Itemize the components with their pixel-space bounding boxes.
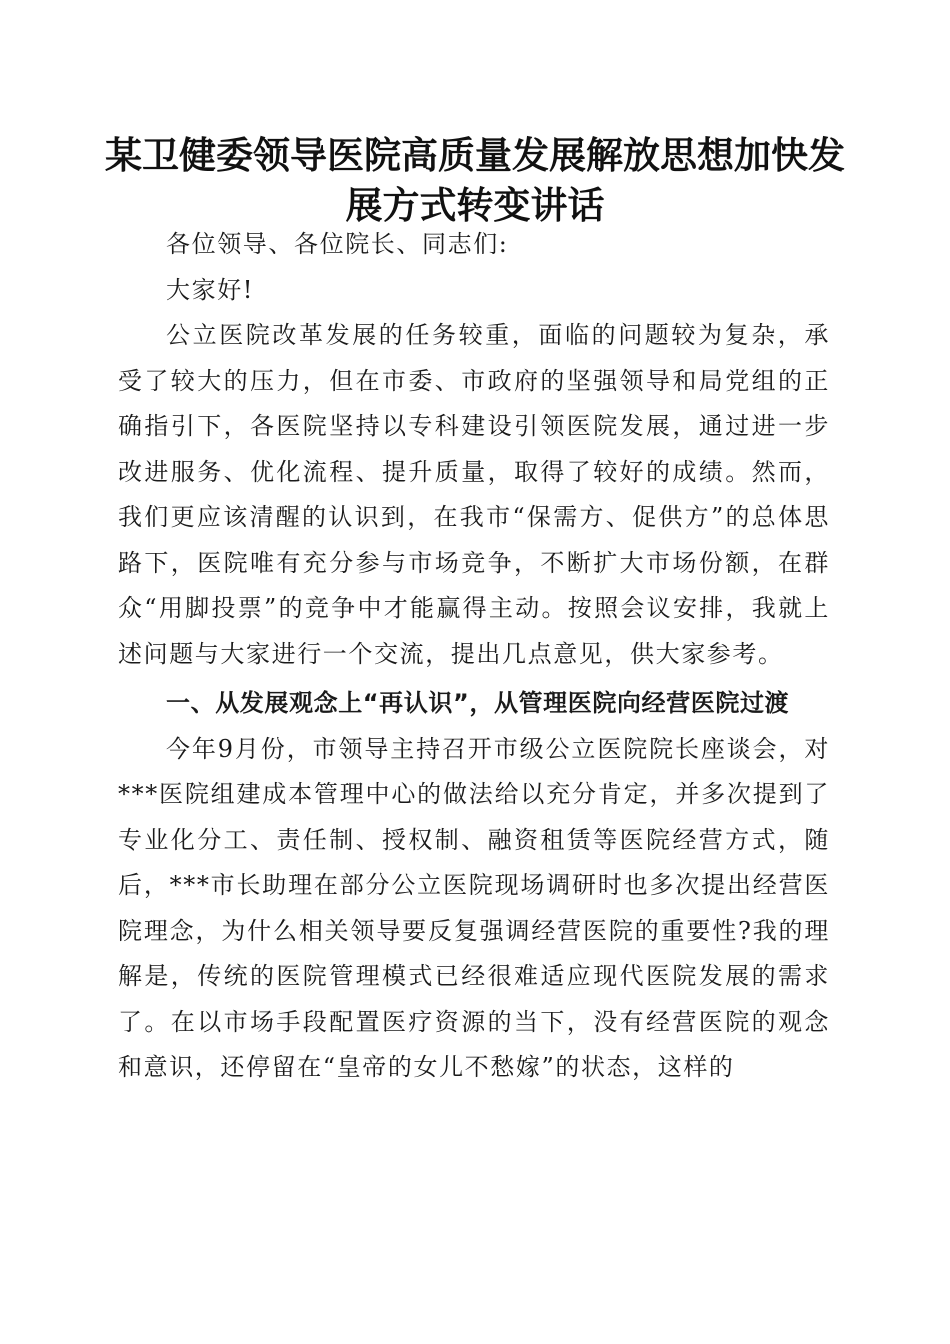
greeting: 大家好! [166,275,255,304]
document-title: 某卫健委领导医院高质量发展解放思想加快发展方式转变讲话 [105,133,845,227]
salutation: 各位领导、各位院长、同志们: [166,230,509,258]
section-paragraph: 今年9月份，市领导主持召开市级公立医院院长座谈会，对***医院组建成本管理中心的做法给以充分肯定，并多次提到了专业化分工、责任制、授权制、融资租赁等医院经营方式，随后，***市长助理在部分公立医院现场调研时也多次提出经营医院理念，为什么相关领导要反复强调经营医院的重要性?我的理解是，传统的医院管理模式已经很难适应现代医院发展的需求了。在以市场手段配置医疗资源的当下，没有经营医院的观念和意识，还停留在“皇帝的女儿不愁嫁”的状态，这样的 [118,734,830,1081]
intro-paragraph: 公立医院改革发展的任务较重，面临的问题较为复杂，承受了较大的压力，但在市委、市政府的坚强领导和局党组的正确指引下，各医院坚持以专科建设引领医院发展，通过进一步改进服务、优化流程、提升质量，取得了较好的成绩。然而，我们更应该清醒的认识到，在我市“保需方、促供方”的总体思路下，医院唯有充分参与市场竞争，不断扩大市场份额，在群众“用脚投票”的竞争中才能赢得主动。按照会议安排，我就上述问题与大家进行一个交流，提出几点意见，供大家参考。 [118,321,830,668]
section-heading: 一、从发展观念上“再认识”，从管理医院向经营医院过渡 [166,689,790,717]
document-body [118,222,830,1091]
